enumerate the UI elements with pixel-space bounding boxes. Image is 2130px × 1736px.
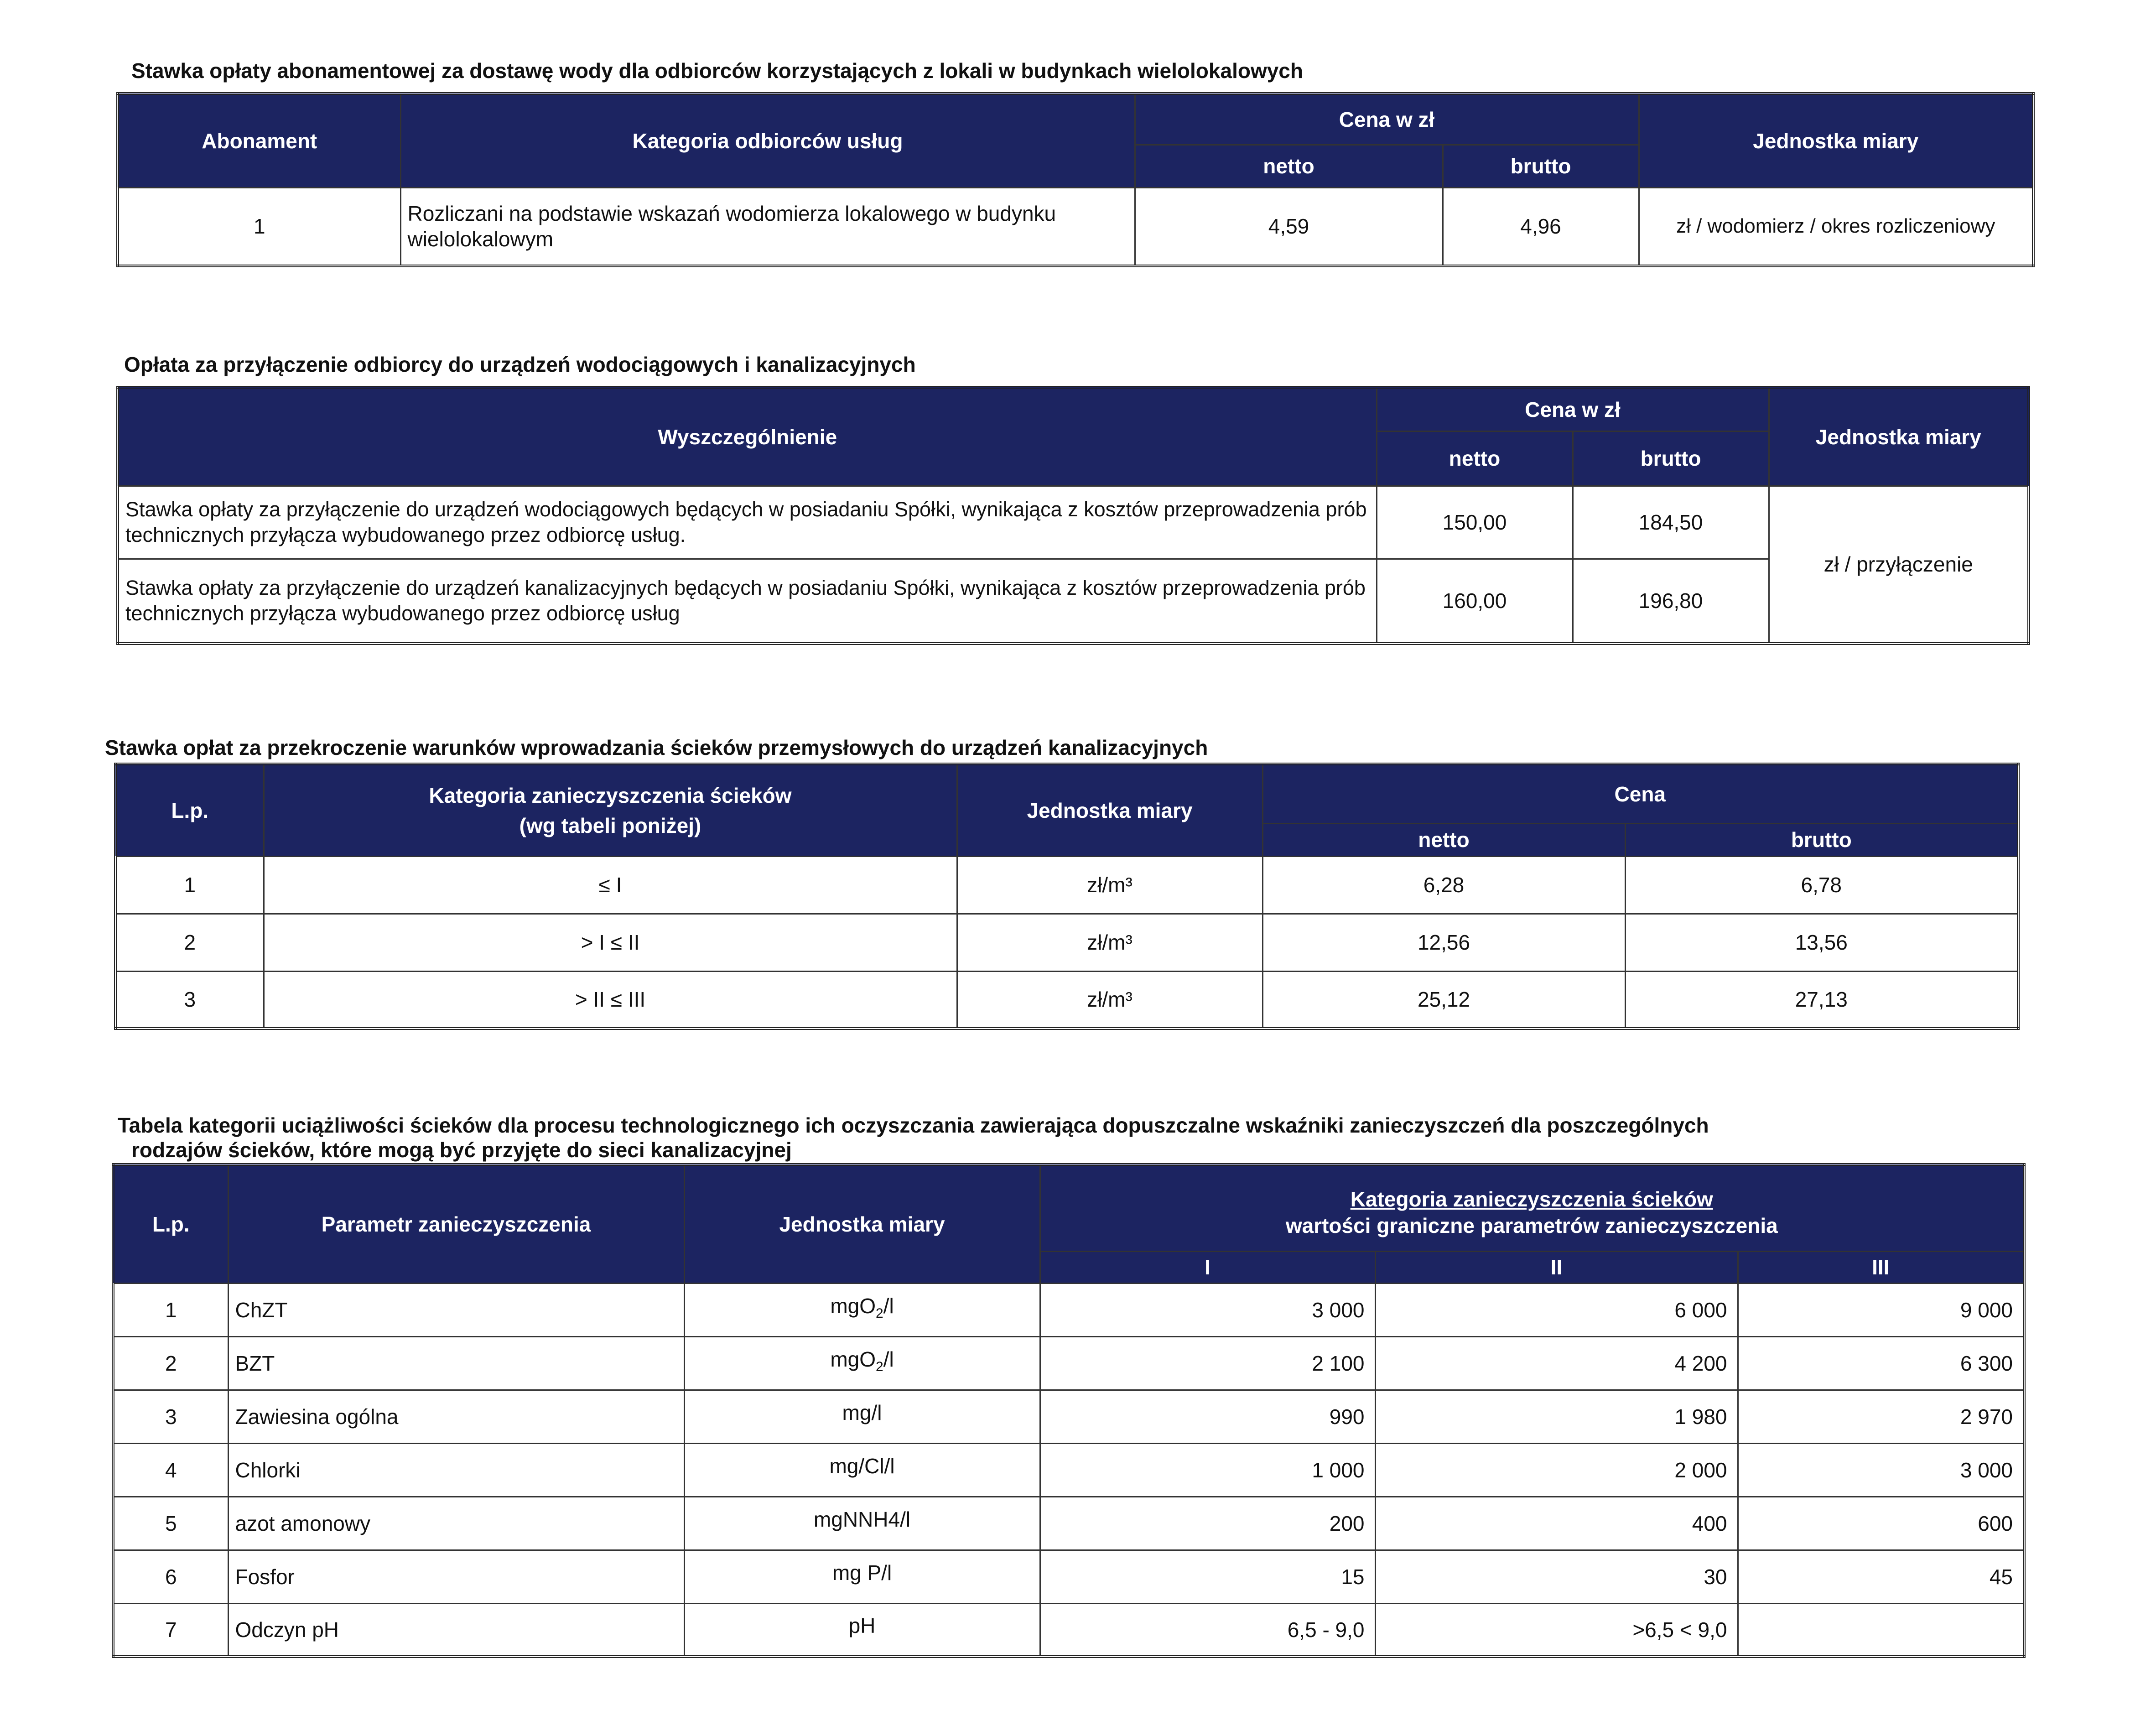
unit-tail: /l: [883, 1294, 894, 1318]
header-category-III: III: [1738, 1251, 2024, 1283]
header-netto: netto: [1262, 823, 1625, 856]
cell-category-III: 9 000: [1738, 1283, 2024, 1336]
cell-category-I: 15: [1040, 1550, 1375, 1603]
cell-jednostka: [684, 1283, 1040, 1336]
table-row: [113, 1443, 2024, 1497]
header-kategoria: Kategoria odbiorców usług: [400, 94, 1135, 187]
connection-fee-table: [116, 386, 2030, 645]
unit-main: mg/l: [842, 1400, 882, 1424]
header-kategoria: [264, 764, 957, 856]
header-category-I: I: [1040, 1251, 1375, 1283]
cell-jednostka: [684, 1603, 1040, 1657]
cell-opis: Stawka opłaty za przyłączenie do urządzeń wodociągowych będących w posiadaniu Spółki, wynikająca z kosztów przeprowadzenia prób technicznych przyłącza wybudowanego przez odbiorcę usług.: [118, 486, 1377, 559]
header-netto: netto: [1135, 145, 1443, 187]
unit-main: mgNNH4/l: [813, 1507, 911, 1531]
cell-jednostka: zł / przyłączenie: [1769, 486, 2029, 644]
table-row: [113, 1336, 2024, 1390]
cell-lp: 5: [113, 1497, 228, 1550]
cell-jednostka: zł/m³: [957, 856, 1262, 914]
cell-jednostka: [684, 1497, 1040, 1550]
cell-parametr: Fosfor: [228, 1550, 684, 1603]
cell-category-II: >6,5 < 9,0: [1375, 1603, 1738, 1657]
cell-parametr: BZT: [228, 1336, 684, 1390]
cell-lp: 7: [113, 1603, 228, 1657]
header-wyszczegolnienie: Wyszczególnienie: [118, 387, 1377, 486]
cell-parametr: Chlorki: [228, 1443, 684, 1497]
cell-brutto: 27,13: [1625, 971, 2018, 1029]
header-parametr: Parametr zanieczyszczenia: [228, 1164, 684, 1283]
cell-category-III: 6 300: [1738, 1336, 2024, 1390]
cell-category-III: 3 000: [1738, 1443, 2024, 1497]
cell-brutto: 13,56: [1625, 914, 2018, 971]
cell-category-II: 400: [1375, 1497, 1738, 1550]
header-brutto: brutto: [1443, 145, 1639, 187]
table-row: [113, 1283, 2024, 1336]
cell-brutto: 6,78: [1625, 856, 2018, 914]
cell-lp: 2: [113, 1336, 228, 1390]
cell-category-I: 200: [1040, 1497, 1375, 1550]
header-jednostka: Jednostka miary: [1769, 387, 2029, 486]
cell-category-III: 45: [1738, 1550, 2024, 1603]
cell-category-II: 30: [1375, 1550, 1738, 1603]
unit-main: mgO: [830, 1294, 876, 1318]
cell-category-III: [1738, 1603, 2024, 1657]
industrial-wastewater-fee-table: [114, 763, 2020, 1030]
cell-netto: 160,00: [1377, 559, 1573, 644]
unit-main: mgO: [830, 1347, 876, 1371]
cell-kategoria: Rozliczani na podstawie wskazań wodomierza lokalowego w budynku wielolokalowym: [400, 187, 1135, 266]
cell-kategoria: > II ≤ III: [264, 971, 957, 1029]
cell-category-II: 2 000: [1375, 1443, 1738, 1497]
unit-main: mg P/l: [832, 1560, 892, 1585]
unit-subscript: 2: [876, 1306, 883, 1321]
cell-category-I: 6,5 - 9,0: [1040, 1603, 1375, 1657]
cell-category-III: 600: [1738, 1497, 2024, 1550]
cell-lp: 3: [113, 1390, 228, 1443]
cell-netto: 150,00: [1377, 486, 1573, 559]
cell-lp: 2: [115, 914, 264, 971]
cell-kategoria: ≤ I: [264, 856, 957, 914]
cell-netto: 6,28: [1262, 856, 1625, 914]
header-kategoria-line2: wartości graniczne parametrów zanieczyszczenia: [1285, 1213, 1778, 1237]
cell-parametr: ChZT: [228, 1283, 684, 1336]
cell-category-I: 1 000: [1040, 1443, 1375, 1497]
header-jednostka: Jednostka miary: [957, 764, 1262, 856]
pollution-rows: [113, 1283, 2024, 1657]
header-netto: netto: [1377, 431, 1573, 486]
cell-category-I: 3 000: [1040, 1283, 1375, 1336]
cell-lp: 6: [113, 1550, 228, 1603]
header-category-II: II: [1375, 1251, 1738, 1283]
section4-title-line1: Tabela kategorii uciążliwości ścieków dla procesu technologicznego ich oczyszczania zawierająca dopuszczalne wskaźniki zanieczyszczeń dla poszczególnych: [118, 1113, 1709, 1137]
cell-brutto: 196,80: [1573, 559, 1769, 644]
cell-jednostka: [684, 1390, 1040, 1443]
unit-tail: /l: [883, 1347, 894, 1371]
cell-kategoria: > I ≤ II: [264, 914, 957, 971]
table-row: [113, 1497, 2024, 1550]
header-lp: L.p.: [115, 764, 264, 856]
cell-category-II: 4 200: [1375, 1336, 1738, 1390]
cell-parametr: Zawiesina ogólna: [228, 1390, 684, 1443]
cell-jednostka: [684, 1443, 1040, 1497]
unit-main: pH: [848, 1614, 876, 1638]
cell-jednostka: zł/m³: [957, 971, 1262, 1029]
table-row: [113, 1603, 2024, 1657]
unit-subscript: 2: [876, 1359, 883, 1375]
cell-jednostka: [684, 1336, 1040, 1390]
cell-parametr: azot amonowy: [228, 1497, 684, 1550]
cell-jednostka: zł / wodomierz / okres rozliczeniowy: [1639, 187, 2033, 266]
header-kategoria: [1040, 1164, 2024, 1251]
cell-category-I: 2 100: [1040, 1336, 1375, 1390]
cell-category-I: 990: [1040, 1390, 1375, 1443]
cell-lp: 1: [113, 1283, 228, 1336]
section3-title: Stawka opłat za przekroczenie warunków wprowadzania ścieków przemysłowych do urządzeń kanalizacyjnych: [105, 736, 1208, 759]
table-row: [113, 1390, 2024, 1443]
pollution-category-table: [112, 1163, 2026, 1658]
header-cena: Cena w zł: [1377, 387, 1769, 431]
cell-brutto: 4,96: [1443, 187, 1639, 266]
cell-parametr: Odczyn pH: [228, 1603, 684, 1657]
unit-main: mg/Cl/l: [829, 1454, 895, 1478]
header-kategoria-line1: Kategoria zanieczyszczenia ścieków: [429, 783, 792, 807]
header-brutto: brutto: [1573, 431, 1769, 486]
section1-title: Stawka opłaty abonamentowej za dostawę wody dla odbiorców korzystających z lokali w budynkach wielolokalowych: [131, 59, 1303, 83]
cell-jednostka: [684, 1550, 1040, 1603]
cell-abonament: 1: [118, 187, 400, 266]
header-abonament: Abonament: [118, 94, 400, 187]
cell-lp: 4: [113, 1443, 228, 1497]
header-lp: L.p.: [113, 1164, 228, 1283]
subscription-fee-table: [116, 92, 2035, 267]
header-kategoria-line1: Kategoria zanieczyszczenia ścieków: [1350, 1187, 1713, 1211]
section2-title: Opłata za przyłączenie odbiorcy do urządzeń wodociągowych i kanalizacyjnych: [124, 353, 916, 376]
cell-category-III: 2 970: [1738, 1390, 2024, 1443]
table-row: [113, 1550, 2024, 1603]
cell-jednostka: zł/m³: [957, 914, 1262, 971]
cell-netto: 12,56: [1262, 914, 1625, 971]
cell-lp: 1: [115, 856, 264, 914]
header-cena: Cena: [1262, 764, 2018, 823]
cell-brutto: 184,50: [1573, 486, 1769, 559]
section4-title-line2: rodzajów ścieków, które mogą być przyjęte do sieci kanalizacyjnej: [131, 1138, 792, 1162]
cell-netto: 4,59: [1135, 187, 1443, 266]
cell-category-II: 6 000: [1375, 1283, 1738, 1336]
header-jednostka: Jednostka miary: [684, 1164, 1040, 1283]
header-brutto: brutto: [1625, 823, 2018, 856]
cell-opis: Stawka opłaty za przyłączenie do urządzeń kanalizacyjnych będących w posiadaniu Spółki, wynikająca z kosztów przeprowadzenia prób technicznych przyłącza wybudowanego przez odbiorcę usług: [118, 559, 1377, 644]
header-jednostka: Jednostka miary: [1639, 94, 2033, 187]
cell-category-II: 1 980: [1375, 1390, 1738, 1443]
cell-lp: 3: [115, 971, 264, 1029]
header-cena: Cena w zł: [1135, 94, 1639, 145]
cell-netto: 25,12: [1262, 971, 1625, 1029]
header-kategoria-line2: (wg tabeli poniżej): [519, 813, 701, 837]
